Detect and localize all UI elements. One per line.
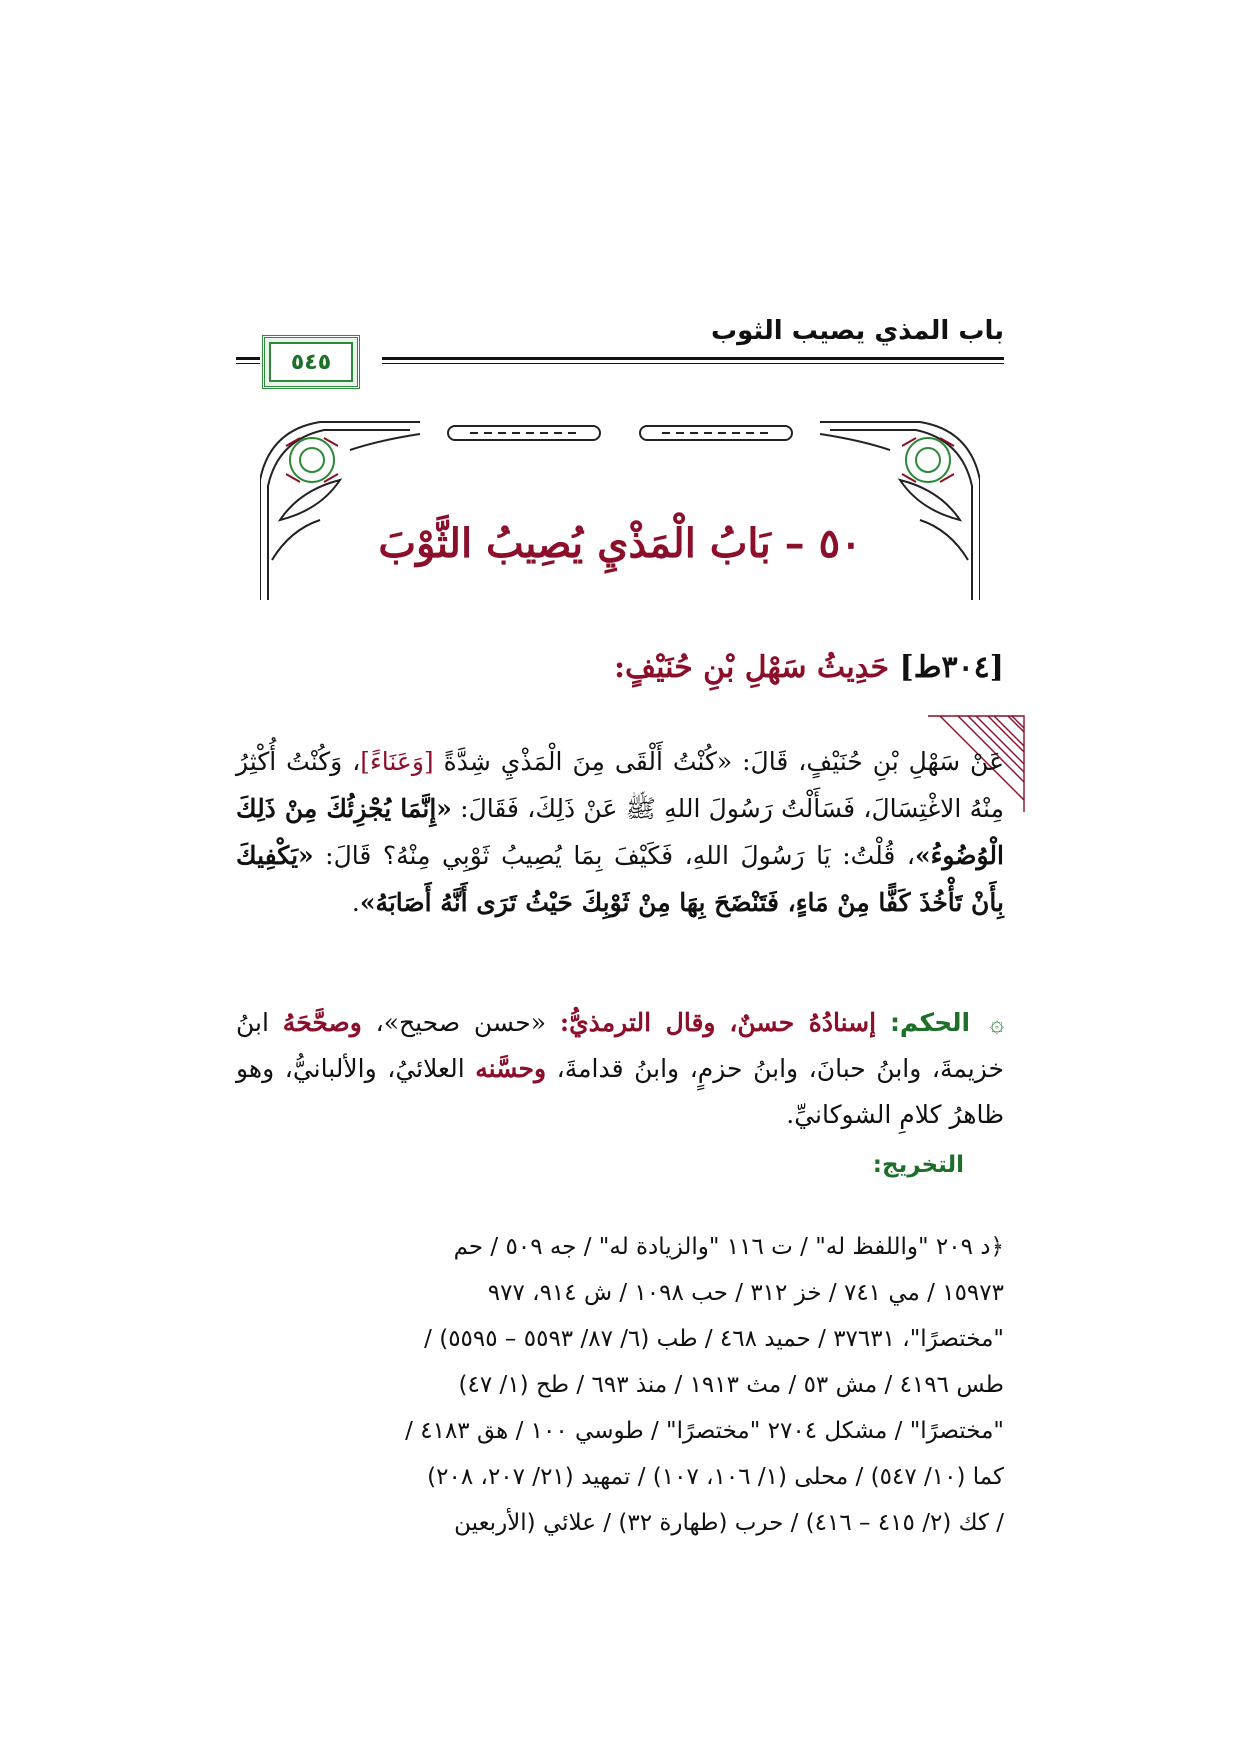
hadith-ref: [٣٠٤ط] [899, 650, 1004, 685]
hadith-addition: [وَعَنَاءً] [360, 747, 434, 776]
takhrij-line: ﴿د ٢٠٩ "واللفظ له" / ت ١١٦ "والزيادة له" / جه ٥٠٩ / حم [453, 1234, 1004, 1260]
ruling-tirmidhi: وقال الترمذيُّ: [559, 1008, 716, 1037]
hadith-text-part-4: . [351, 888, 360, 917]
takhrij-line: / كك (٢/ ٤١٥ – ٤١٦) / حرب (طهارة ٣٢) / علائي (الأربعين [454, 1510, 1004, 1536]
ruling-list-2: العلائيُ، والألبانيُّ، وهو ظاهرُ كلامِ الشوكانيِّ. [236, 1054, 1004, 1129]
ruling-list-1: ابنُ خزيمةَ، وابنُ حبانَ، وابنُ حزمٍ، وابنُ قدامةَ، [236, 1008, 1005, 1083]
header-rule-right [382, 357, 1004, 360]
header-rule-right-thin [382, 363, 1004, 364]
header-rule-left-thin [236, 363, 260, 364]
chapter-ornament-frame [260, 420, 980, 600]
ruling-paragraph [236, 1000, 1004, 1138]
ruling-quote: «حسن صحيح»، [375, 1008, 546, 1037]
hadith-text-part-1: عَنْ سَهْلِ بْنِ حُنَيْفٍ، قَالَ: «كُنْتُ أَلْقَى مِنَ الْمَذْيِ شِدَّةً [433, 747, 1004, 776]
header-rule-left [236, 357, 260, 360]
hadith-text [236, 738, 1004, 926]
ruling-isnad: إسنادُهُ حسنٌ، [729, 1008, 877, 1037]
running-header-title: باب المذي يصيب الثوب [711, 316, 1004, 346]
page-number-badge [262, 335, 360, 389]
takhrij-line: طس ٤١٩٦ / مش ٥٣ / مث ١٩١٣ / منذ ٦٩٣ / طح (١/ ٤٧) [458, 1372, 1004, 1398]
page-number: ٥٤٥ [290, 349, 332, 375]
takhrij-title: التخريج: [872, 1152, 964, 1178]
takhrij-line: "مختصرًا" / مشكل ٢٧٠٤ "مختصرًا" / طوسي ١٠٠ / هق ٤١٨٣ / [405, 1418, 1004, 1444]
takhrij-line: كما (١٠/ ٥٤٧) / محلى (١/ ١٠٦، ١٠٧) / تمهيد (٢١/ ٢٠٧، ٢٠٨) [427, 1464, 1004, 1490]
hadith-text-part-3: ، قُلْتُ: يَا رَسُولَ اللهِ، فَكَيْفَ بِمَا يُصِيبُ ثَوْبِي مِنْهُ؟ قَالَ: [313, 841, 915, 870]
hadith-prophet-saying-2: «يَكْفِيكَ بِأَنْ تَأْخُذَ كَفًّا مِنْ مَاءٍ، فَتَنْضَحَ بِهَا مِنْ ثَوْبِكَ حَيْثُ تَرَى أَنَّهُ أَصَابَهُ» [236, 841, 1004, 917]
hadith-heading-text: حَدِيثُ سَهْلِ بْنِ حُنَيْفٍ: [613, 650, 890, 685]
takhrij-line: ١٥٩٧٣ / مي ٧٤١ / خز ٣١٢ / حب ١٠٩٨ / ش ٩١٤، ٩٧٧ [487, 1280, 1004, 1306]
ruling-sahhaha: وصحَّحَهُ [282, 1008, 362, 1037]
takhrij-text [236, 1224, 1004, 1546]
ruling-hassanahu: وحسَّنه [475, 1054, 547, 1083]
takhrij-line: "مختصرًا"، ٣٧٦٣١ / حميد ٤٦٨ / طب (٦/ ٨٧/ ٥٥٩٣ – ٥٥٩٥) / [424, 1326, 1004, 1352]
ruling-label: الحكم: [889, 1008, 971, 1037]
chapter-title: ٥٠ – بَابُ الْمَذْيِ يُصِيبُ الثَّوْبَ [378, 520, 862, 567]
ruling-mark-icon: ۞ [989, 1009, 1004, 1037]
hadith-prophet-saying-1: «إِنَّمَا يُجْزِئُكَ مِنْ ذَلِكَ الْوُضُوءُ» [236, 794, 1004, 870]
hadith-heading [614, 650, 1004, 685]
hadith-text-part-2: ، وَكُنْتُ أُكْثِرُ مِنْهُ الاغْتِسَالَ، فَسَأَلْتُ رَسُولَ اللهِ ﷺ عَنْ ذَلِكَ، فَقَالَ: [236, 747, 1004, 823]
